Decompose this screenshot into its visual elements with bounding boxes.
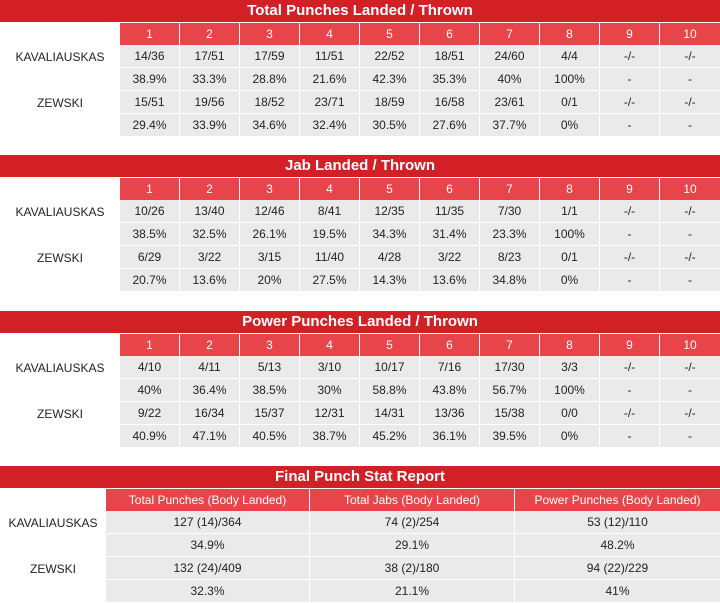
landed-cell: 0/1 — [540, 246, 600, 269]
fighter-landed-row — [0, 91, 720, 114]
round-header: 4 — [300, 177, 360, 200]
fighter-landed-row — [0, 200, 720, 223]
landed-cell: 15/51 — [120, 91, 180, 114]
landed-cell: 9/22 — [120, 402, 180, 425]
final-value-cell: 127 (14)/364 — [106, 511, 310, 534]
pct-cell: 40% — [120, 379, 180, 402]
round-header: 3 — [240, 333, 300, 356]
stat-table — [0, 177, 720, 292]
landed-cell: 22/52 — [360, 45, 420, 68]
pct-cell: 26.1% — [240, 223, 300, 246]
landed-cell: 12/31 — [300, 402, 360, 425]
landed-cell: 3/3 — [540, 356, 600, 379]
round-header: 7 — [480, 22, 540, 45]
landed-cell: -/- — [600, 91, 660, 114]
round-header: 7 — [480, 177, 540, 200]
pct-cell: 35.3% — [420, 68, 480, 91]
pct-cell: 0% — [540, 269, 600, 292]
round-header-row — [0, 177, 720, 200]
stat-section — [0, 311, 720, 448]
pct-cell: 38.5% — [120, 223, 180, 246]
round-header: 5 — [360, 22, 420, 45]
final-values-row — [0, 557, 720, 580]
landed-cell: 19/56 — [180, 91, 240, 114]
blank-header — [0, 333, 120, 356]
final-value-cell: 132 (24)/409 — [106, 557, 310, 580]
pct-cell: 21.6% — [300, 68, 360, 91]
stat-section — [0, 155, 720, 292]
fighter-landed-row — [0, 45, 720, 68]
final-value-cell: 53 (12)/110 — [515, 511, 720, 534]
landed-cell: -/- — [600, 402, 660, 425]
pct-cell: 39.5% — [480, 425, 540, 448]
landed-cell: 17/51 — [180, 45, 240, 68]
round-header: 6 — [420, 22, 480, 45]
blank-header — [0, 177, 120, 200]
round-header: 6 — [420, 333, 480, 356]
landed-cell: 4/10 — [120, 356, 180, 379]
fighter-landed-row — [0, 402, 720, 425]
round-header: 5 — [360, 333, 420, 356]
pct-cell: - — [660, 269, 720, 292]
round-header: 7 — [480, 333, 540, 356]
fighter-name: ZEWSKI — [0, 557, 106, 603]
final-column-header: Total Punches (Body Landed) — [106, 488, 310, 511]
pct-cell: 38.5% — [240, 379, 300, 402]
landed-cell: -/- — [600, 45, 660, 68]
landed-cell: 11/35 — [420, 200, 480, 223]
pct-cell: 32.4% — [300, 114, 360, 137]
pct-cell: 38.7% — [300, 425, 360, 448]
final-report-title: Final Punch Stat Report — [0, 466, 720, 488]
landed-cell: 10/26 — [120, 200, 180, 223]
landed-cell: -/- — [600, 356, 660, 379]
landed-cell: -/- — [660, 200, 720, 223]
final-pct-row — [0, 534, 720, 557]
round-header: 9 — [600, 177, 660, 200]
landed-cell: 15/37 — [240, 402, 300, 425]
landed-cell: 23/71 — [300, 91, 360, 114]
landed-cell: 4/11 — [180, 356, 240, 379]
landed-cell: -/- — [660, 45, 720, 68]
final-pct-cell: 34.9% — [106, 534, 310, 557]
round-header: 10 — [660, 22, 720, 45]
pct-cell: 40.9% — [120, 425, 180, 448]
fighter-name: ZEWSKI — [0, 402, 120, 448]
pct-cell: 34.3% — [360, 223, 420, 246]
pct-cell: 27.5% — [300, 269, 360, 292]
fighter-name: KAVALIAUSKAS — [0, 356, 120, 402]
landed-cell: 12/46 — [240, 200, 300, 223]
landed-cell: 6/29 — [120, 246, 180, 269]
pct-cell: 20.7% — [120, 269, 180, 292]
landed-cell: 12/35 — [360, 200, 420, 223]
pct-cell: 100% — [540, 68, 600, 91]
pct-cell: 42.3% — [360, 68, 420, 91]
section-title: Total Punches Landed / Thrown — [0, 0, 720, 22]
pct-cell: 100% — [540, 223, 600, 246]
final-column-header: Power Punches (Body Landed) — [515, 488, 720, 511]
fighter-landed-row — [0, 246, 720, 269]
pct-cell: 36.1% — [420, 425, 480, 448]
landed-cell: 5/13 — [240, 356, 300, 379]
landed-cell: -/- — [660, 402, 720, 425]
pct-cell: - — [600, 68, 660, 91]
pct-cell: 34.8% — [480, 269, 540, 292]
landed-cell: -/- — [600, 200, 660, 223]
pct-cell: - — [600, 223, 660, 246]
section-title: Jab Landed / Thrown — [0, 155, 720, 177]
pct-cell: 0% — [540, 114, 600, 137]
landed-cell: -/- — [660, 356, 720, 379]
round-header: 10 — [660, 177, 720, 200]
round-header: 6 — [420, 177, 480, 200]
round-header: 2 — [180, 177, 240, 200]
fighter-landed-row — [0, 356, 720, 379]
round-header: 9 — [600, 333, 660, 356]
pct-cell: 20% — [240, 269, 300, 292]
blank-header — [0, 488, 106, 511]
round-header: 3 — [240, 22, 300, 45]
final-value-cell: 94 (22)/229 — [515, 557, 720, 580]
pct-cell: 56.7% — [480, 379, 540, 402]
pct-cell: 13.6% — [180, 269, 240, 292]
final-pct-cell: 29.1% — [310, 534, 515, 557]
landed-cell: 0/0 — [540, 402, 600, 425]
pct-cell: 43.8% — [420, 379, 480, 402]
pct-cell: 28.8% — [240, 68, 300, 91]
landed-cell: 3/22 — [420, 246, 480, 269]
landed-cell: 3/15 — [240, 246, 300, 269]
landed-cell: 17/30 — [480, 356, 540, 379]
landed-cell: 7/30 — [480, 200, 540, 223]
pct-cell: - — [600, 269, 660, 292]
final-report-table — [0, 488, 720, 603]
final-values-row — [0, 511, 720, 534]
fighter-name: KAVALIAUSKAS — [0, 45, 120, 91]
pct-cell: - — [660, 223, 720, 246]
pct-cell: 29.4% — [120, 114, 180, 137]
pct-cell: 40.5% — [240, 425, 300, 448]
pct-cell: 14.3% — [360, 269, 420, 292]
stat-table — [0, 333, 720, 448]
landed-cell: 4/28 — [360, 246, 420, 269]
landed-cell: 8/23 — [480, 246, 540, 269]
landed-cell: 10/17 — [360, 356, 420, 379]
round-header: 3 — [240, 177, 300, 200]
final-report-section — [0, 466, 720, 603]
final-pct-cell: 32.3% — [106, 580, 310, 603]
final-value-cell: 38 (2)/180 — [310, 557, 515, 580]
round-header: 8 — [540, 22, 600, 45]
landed-cell: 14/36 — [120, 45, 180, 68]
landed-cell: 18/51 — [420, 45, 480, 68]
landed-cell: 3/10 — [300, 356, 360, 379]
round-header: 8 — [540, 177, 600, 200]
fighter-name: KAVALIAUSKAS — [0, 511, 106, 557]
landed-cell: 1/1 — [540, 200, 600, 223]
round-header: 2 — [180, 333, 240, 356]
round-header: 5 — [360, 177, 420, 200]
round-header: 9 — [600, 22, 660, 45]
pct-cell: 0% — [540, 425, 600, 448]
pct-cell: 33.3% — [180, 68, 240, 91]
landed-cell: 16/58 — [420, 91, 480, 114]
round-header: 4 — [300, 333, 360, 356]
round-header-row — [0, 333, 720, 356]
pct-cell: - — [660, 114, 720, 137]
pct-cell: - — [600, 114, 660, 137]
blank-header — [0, 22, 120, 45]
final-pct-cell: 41% — [515, 580, 720, 603]
landed-cell: 0/1 — [540, 91, 600, 114]
pct-cell: - — [600, 425, 660, 448]
pct-cell: 100% — [540, 379, 600, 402]
landed-cell: 11/51 — [300, 45, 360, 68]
landed-cell: 14/31 — [360, 402, 420, 425]
pct-cell: - — [660, 68, 720, 91]
landed-cell: 7/16 — [420, 356, 480, 379]
round-header: 10 — [660, 333, 720, 356]
pct-cell: 13.6% — [420, 269, 480, 292]
pct-cell: 30.5% — [360, 114, 420, 137]
landed-cell: 4/4 — [540, 45, 600, 68]
final-pct-cell: 21.1% — [310, 580, 515, 603]
pct-cell: 40% — [480, 68, 540, 91]
round-header: 1 — [120, 333, 180, 356]
pct-cell: 36.4% — [180, 379, 240, 402]
pct-cell: - — [600, 379, 660, 402]
landed-cell: -/- — [660, 91, 720, 114]
landed-cell: 17/59 — [240, 45, 300, 68]
landed-cell: 13/40 — [180, 200, 240, 223]
pct-cell: 34.6% — [240, 114, 300, 137]
stat-table — [0, 22, 720, 137]
landed-cell: 18/52 — [240, 91, 300, 114]
landed-cell: 8/41 — [300, 200, 360, 223]
final-header-row — [0, 488, 720, 511]
pct-cell: 58.8% — [360, 379, 420, 402]
pct-cell: 19.5% — [300, 223, 360, 246]
stat-section — [0, 0, 720, 137]
landed-cell: 11/40 — [300, 246, 360, 269]
pct-cell: 32.5% — [180, 223, 240, 246]
round-header: 1 — [120, 22, 180, 45]
landed-cell: 3/22 — [180, 246, 240, 269]
pct-cell: 23.3% — [480, 223, 540, 246]
pct-cell: 30% — [300, 379, 360, 402]
pct-cell: 31.4% — [420, 223, 480, 246]
pct-cell: 45.2% — [360, 425, 420, 448]
pct-cell: 37.7% — [480, 114, 540, 137]
pct-cell: - — [660, 379, 720, 402]
final-pct-row — [0, 580, 720, 603]
landed-cell: 13/36 — [420, 402, 480, 425]
fighter-name: ZEWSKI — [0, 91, 120, 137]
final-column-header: Total Jabs (Body Landed) — [310, 488, 515, 511]
round-header: 2 — [180, 22, 240, 45]
landed-cell: 24/60 — [480, 45, 540, 68]
final-pct-cell: 48.2% — [515, 534, 720, 557]
landed-cell: 15/38 — [480, 402, 540, 425]
landed-cell: 16/34 — [180, 402, 240, 425]
round-header: 8 — [540, 333, 600, 356]
pct-cell: 38.9% — [120, 68, 180, 91]
pct-cell: 33.9% — [180, 114, 240, 137]
landed-cell: 18/59 — [360, 91, 420, 114]
fighter-name: KAVALIAUSKAS — [0, 200, 120, 246]
landed-cell: -/- — [600, 246, 660, 269]
final-value-cell: 74 (2)/254 — [310, 511, 515, 534]
fighter-name: ZEWSKI — [0, 246, 120, 292]
round-header-row — [0, 22, 720, 45]
landed-cell: 23/61 — [480, 91, 540, 114]
round-header: 1 — [120, 177, 180, 200]
pct-cell: - — [660, 425, 720, 448]
section-title: Power Punches Landed / Thrown — [0, 311, 720, 333]
landed-cell: -/- — [660, 246, 720, 269]
round-header: 4 — [300, 22, 360, 45]
pct-cell: 27.6% — [420, 114, 480, 137]
pct-cell: 47.1% — [180, 425, 240, 448]
